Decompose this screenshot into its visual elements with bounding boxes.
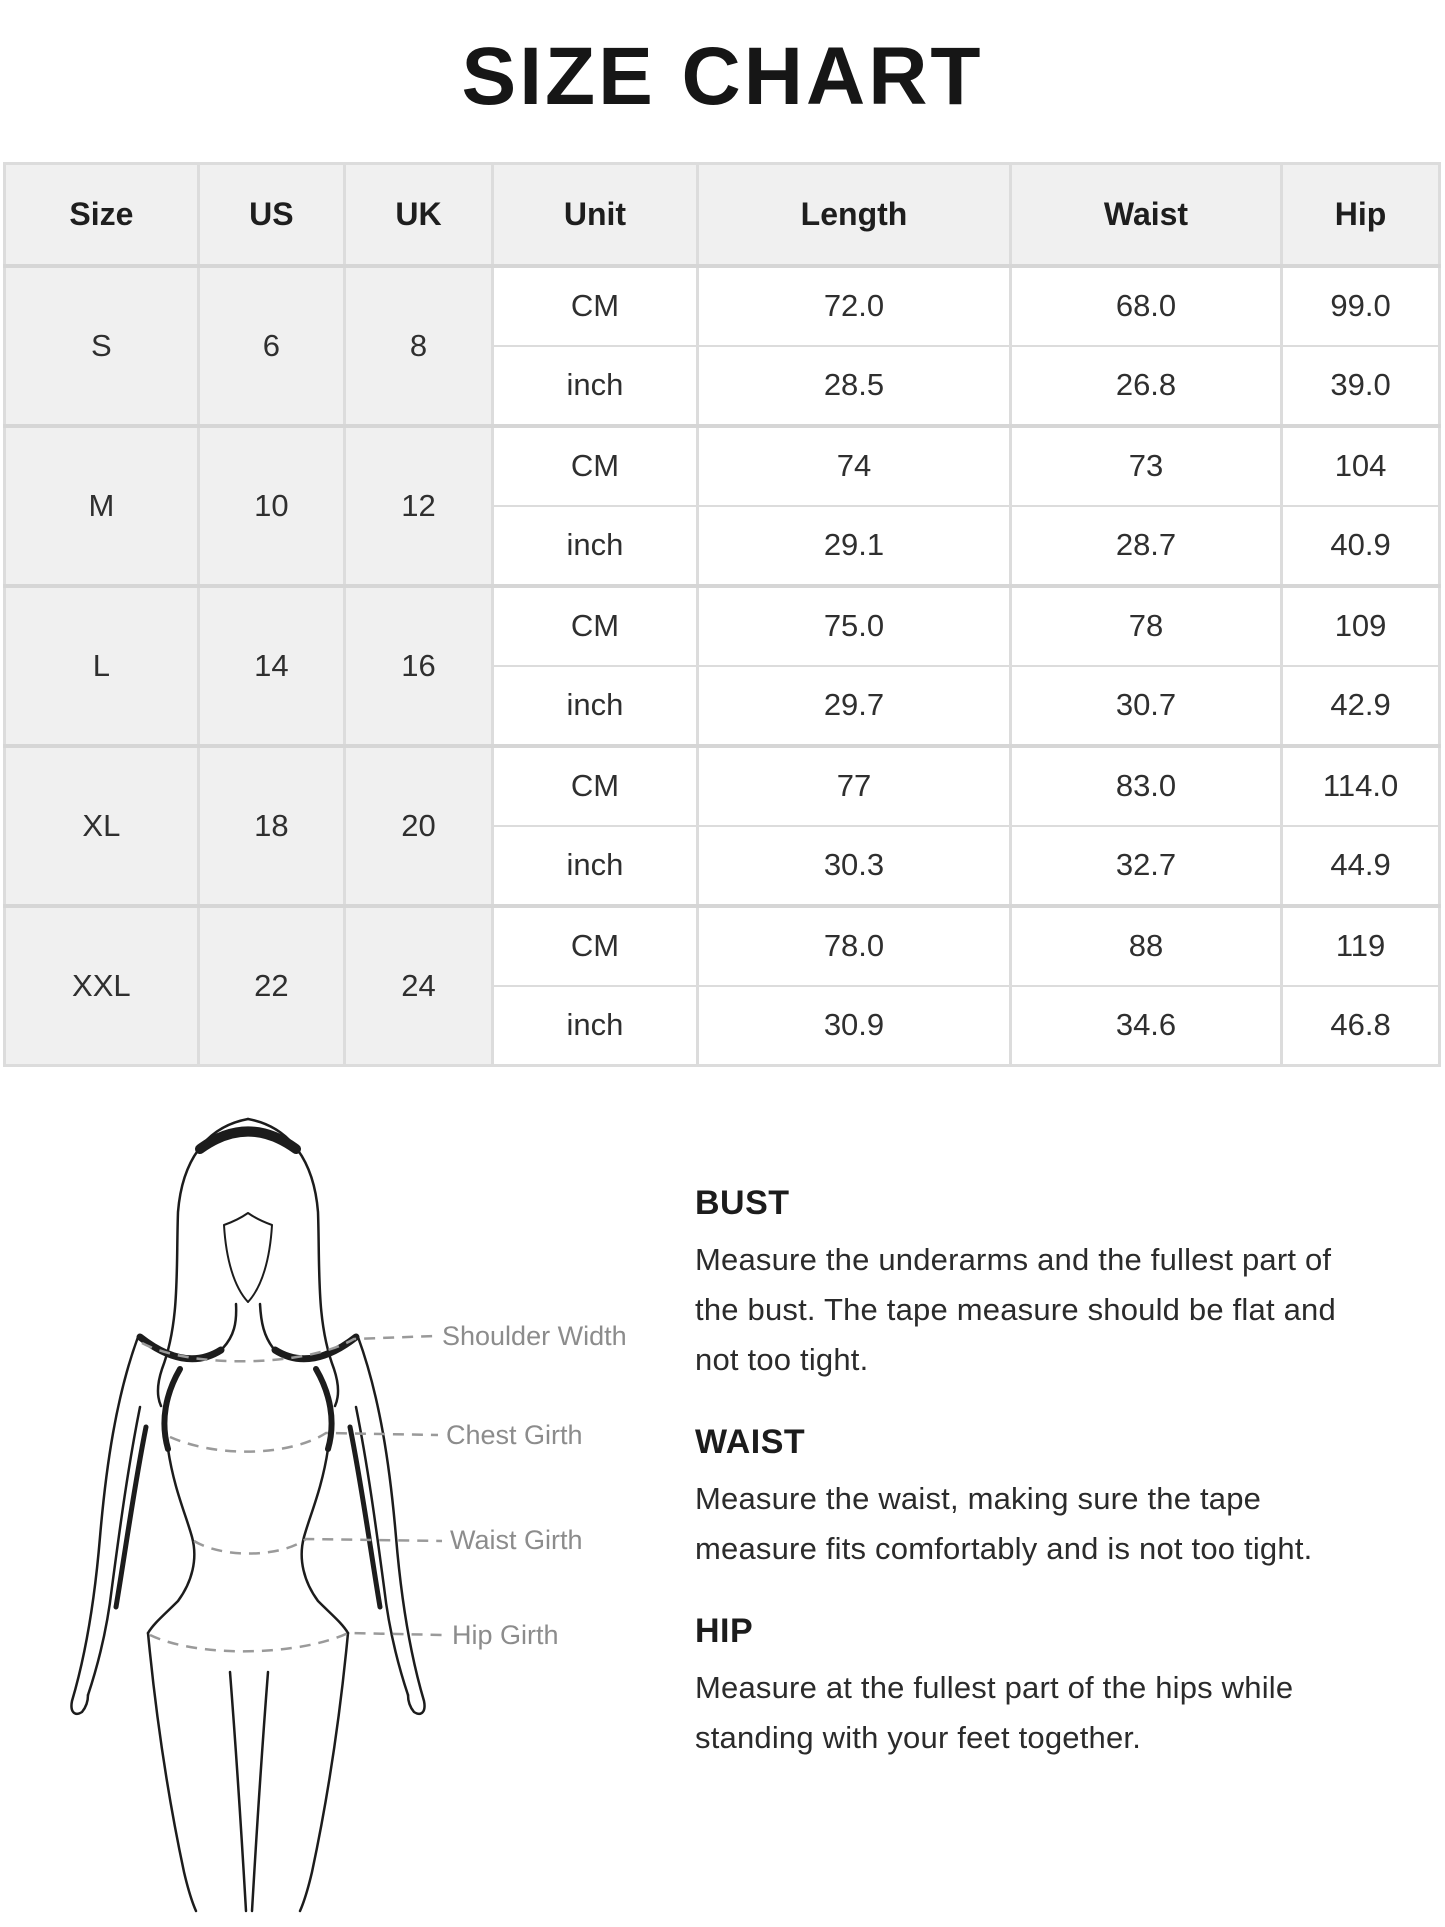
waist-cell: 26.8 <box>1010 346 1281 426</box>
unit-cell: inch <box>492 826 697 906</box>
size-table <box>3 162 1441 1067</box>
page-title: SIZE CHART <box>461 31 984 122</box>
hair-right-outline <box>248 1119 338 1406</box>
right-shoulder-stroke <box>275 1337 356 1359</box>
uk-cell: 20 <box>345 746 493 906</box>
hip-cell: 46.8 <box>1282 986 1440 1066</box>
waist-cell: 68.0 <box>1010 266 1281 346</box>
hip-cell: 114.0 <box>1282 746 1440 826</box>
hip-cell: 39.0 <box>1282 346 1440 426</box>
us-cell: 6 <box>198 266 344 426</box>
right-arm-inner <box>356 1407 408 1695</box>
header-size: Size <box>5 164 199 266</box>
hip-cell: 99.0 <box>1282 266 1440 346</box>
chest-girth-label: Chest Girth <box>446 1420 583 1450</box>
waist-cell: 32.7 <box>1010 826 1281 906</box>
table-row <box>5 426 1440 506</box>
face-outline <box>224 1213 272 1302</box>
unit-cell: inch <box>492 666 697 746</box>
waist-dash-line <box>194 1539 442 1554</box>
table-row <box>5 906 1440 986</box>
bust-text: Measure the underarms and the fullest part of the bust. The tape measure should be flat and not too tight. <box>695 1242 1336 1377</box>
waist-section <box>695 1423 1400 1574</box>
uk-cell: 16 <box>345 586 493 746</box>
hip-girth-label: Hip Girth <box>452 1620 559 1650</box>
hip-cell: 40.9 <box>1282 506 1440 586</box>
hip-dash-line <box>150 1633 444 1651</box>
header-unit: Unit <box>492 164 697 266</box>
bust-heading: BUST <box>695 1184 790 1222</box>
header-length: Length <box>698 164 1011 266</box>
measurement-diagram <box>10 1105 670 1919</box>
unit-cell: CM <box>492 266 697 346</box>
hip-cell: 42.9 <box>1282 666 1440 746</box>
length-cell: 72.0 <box>698 266 1011 346</box>
unit-cell: inch <box>492 986 697 1066</box>
size-cell: L <box>5 586 199 746</box>
waist-cell: 30.7 <box>1010 666 1281 746</box>
right-leg-outline <box>300 1633 348 1911</box>
length-cell: 30.3 <box>698 826 1011 906</box>
left-leg-outline <box>148 1633 196 1911</box>
header-waist: Waist <box>1010 164 1281 266</box>
size-cell: S <box>5 266 199 426</box>
hip-heading: HIP <box>695 1612 754 1650</box>
us-cell: 22 <box>198 906 344 1066</box>
size-cell: M <box>5 426 199 586</box>
length-cell: 30.9 <box>698 986 1011 1066</box>
shoulder-width-label: Shoulder Width <box>442 1321 627 1351</box>
chest-dash-line <box>170 1433 438 1452</box>
length-cell: 78.0 <box>698 906 1011 986</box>
unit-cell: CM <box>492 906 697 986</box>
table-row <box>5 746 1440 826</box>
hip-text: Measure at the fullest part of the hips while standing with your feet together. <box>695 1670 1294 1755</box>
header-us: US <box>198 164 344 266</box>
us-cell: 10 <box>198 426 344 586</box>
unit-cell: inch <box>492 346 697 426</box>
hip-cell: 104 <box>1282 426 1440 506</box>
left-leg-inner <box>230 1672 246 1911</box>
waist-cell: 88 <box>1010 906 1281 986</box>
length-cell: 77 <box>698 746 1011 826</box>
uk-cell: 24 <box>345 906 493 1066</box>
hip-cell: 44.9 <box>1282 826 1440 906</box>
length-cell: 74 <box>698 426 1011 506</box>
hip-section <box>695 1612 1400 1763</box>
waist-cell: 78 <box>1010 586 1281 666</box>
hip-cell: 109 <box>1282 586 1440 666</box>
waist-cell: 28.7 <box>1010 506 1281 586</box>
right-leg-inner <box>252 1672 268 1911</box>
uk-cell: 8 <box>345 266 493 426</box>
waist-cell: 34.6 <box>1010 986 1281 1066</box>
unit-cell: CM <box>492 746 697 826</box>
table-row <box>5 586 1440 666</box>
waist-heading: WAIST <box>695 1423 806 1461</box>
left-arm-inner <box>88 1407 140 1695</box>
waist-cell: 73 <box>1010 426 1281 506</box>
uk-cell: 12 <box>345 426 493 586</box>
length-cell: 29.1 <box>698 506 1011 586</box>
us-cell: 18 <box>198 746 344 906</box>
unit-cell: inch <box>492 506 697 586</box>
size-cell: XXL <box>5 906 199 1066</box>
us-cell: 14 <box>198 586 344 746</box>
waist-girth-label: Waist Girth <box>450 1525 583 1555</box>
female-body-figure <box>10 1105 670 1919</box>
hair-left-outline <box>158 1119 248 1406</box>
waist-cell: 83.0 <box>1010 746 1281 826</box>
torso-left-outline <box>148 1449 194 1633</box>
torso-right-outline <box>302 1449 348 1633</box>
table-row <box>5 266 1440 346</box>
hip-cell: 119 <box>1282 906 1440 986</box>
neck-outline <box>223 1304 273 1348</box>
unit-cell: CM <box>492 586 697 666</box>
measuring-instructions <box>695 1184 1400 1801</box>
length-cell: 29.7 <box>698 666 1011 746</box>
unit-cell: CM <box>492 426 697 506</box>
bust-section <box>695 1184 1400 1385</box>
header-hip: Hip <box>1282 164 1440 266</box>
table-header-row <box>5 164 1440 266</box>
header-uk: UK <box>345 164 493 266</box>
length-cell: 75.0 <box>698 586 1011 666</box>
size-cell: XL <box>5 746 199 906</box>
waist-text: Measure the waist, making sure the tape measure fits comfortably and is not too tight. <box>695 1481 1313 1566</box>
length-cell: 28.5 <box>698 346 1011 426</box>
